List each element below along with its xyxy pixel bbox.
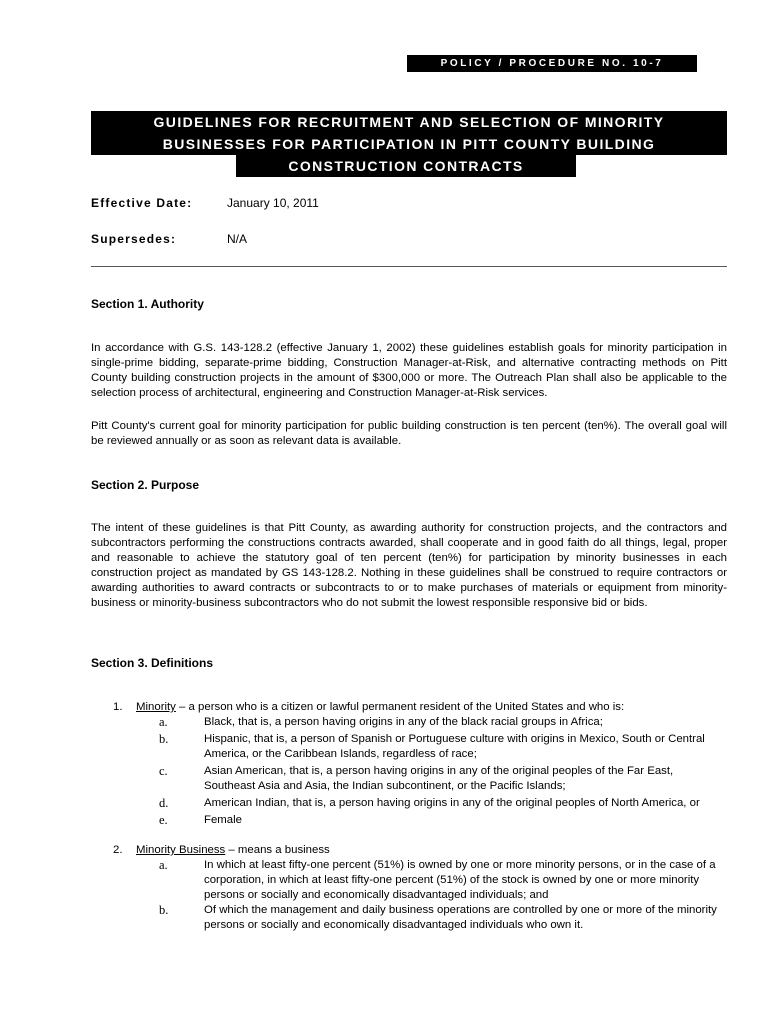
policy-number-banner: POLICY / PROCEDURE NO. 10-7 xyxy=(407,55,697,72)
document-title xyxy=(91,111,727,177)
list-item-letter: a. xyxy=(159,858,168,872)
supersedes-value: N/A xyxy=(227,232,248,246)
definition-number: 2. xyxy=(113,844,123,856)
definition-line xyxy=(136,843,330,858)
section-1-paragraph-2: Pitt County's current goal for minority participation for public building construction is ten percent (ten%). The overall goal will be reviewed annually or as soon as relevant data is available. xyxy=(91,420,727,447)
effective-date-label: Effective Date: xyxy=(91,196,193,210)
list-item-letter: a. xyxy=(159,715,168,729)
definition-number: 1. xyxy=(113,701,123,713)
section-3-heading: Section 3. Definitions xyxy=(91,656,214,670)
list-item-letter: e. xyxy=(159,813,168,827)
effective-date-value: January 10, 2011 xyxy=(227,196,319,210)
definition-text: – a person who is a citizen or lawful permanent resident of the United States and who is: xyxy=(175,701,625,713)
list-item-text: Hispanic, that is, a person of Spanish or Portuguese culture with origins in Mexico, South or Central America, or the Caribbean Islands, regardless of race; xyxy=(204,733,705,760)
section-1-heading: Section 1. Authority xyxy=(91,297,204,311)
divider xyxy=(91,266,727,267)
list-item-text: In which at least fifty-one percent (51%) is owned by one or more minority persons, or in the case of a corporation, in which at least fifty-one percent (51%) of the stock is owned by one or more minority persons or socially and economically disadvantaged individuals; and xyxy=(204,859,716,901)
list-item-text: Asian American, that is, a person having origins in any of the original peoples of the Far East, Southeast Asia and Asia, the Indian subcontinent, or the Pacific Islands; xyxy=(204,765,674,792)
section-2-heading: Section 2. Purpose xyxy=(91,478,200,492)
supersedes-label: Supersedes: xyxy=(91,232,177,246)
definition-term: Minority Business xyxy=(136,844,226,856)
definition-term: Minority xyxy=(136,701,176,713)
definition-line xyxy=(136,700,624,715)
list-item-text: Black, that is, a person having origins in any of the black racial groups in Africa; xyxy=(204,716,603,728)
section-2-paragraph-1: The intent of these guidelines is that Pitt County, as awarding authority for construction projects, and the contractors and subcontractors performing the constructions contracts awarded, shall cooperate and in good faith do all things, legal, proper and reasonable to achieve the statutory goal of ten percent (ten%) for participation by minority businesses in each construction project as mandated by GS 143-128.2. Nothing in these guidelines shall be construed to require contractors or awarding authorities to award contracts or subcontracts to or to make purchases of materials or equipment from minority-business or minority-business subcontractors who do not submit the lowest responsible responsive bid or bids. xyxy=(91,522,727,609)
list-item-letter: d. xyxy=(159,796,169,810)
list-item-text: Female xyxy=(204,814,242,826)
title-line-1: GUIDELINES FOR RECRUITMENT AND SELECTION OF MINORITY xyxy=(91,111,727,133)
list-item-letter: b. xyxy=(159,903,169,917)
title-line-2: BUSINESSES FOR PARTICIPATION IN PITT COUNTY BUILDING xyxy=(91,133,727,155)
title-line-3: CONSTRUCTION CONTRACTS xyxy=(236,155,576,177)
list-item-text: Of which the management and daily business operations are controlled by one or more of the minority persons or socially and economically disadvantaged individuals who own it. xyxy=(204,904,717,931)
section-1-paragraph-1: In accordance with G.S. 143-128.2 (effective January 1, 2002) these guidelines establish goals for minority participation in single-prime bidding, separate-prime bidding, Construction Manager-at-Risk, and alternative contracting methods on Pitt County building construction projects in the amount of $300,000 or more. The Outreach Plan shall also be applicable to the selection process of architectural, engineering and Construction Manager-at-Risk services. xyxy=(91,342,727,399)
definition-text: – means a business xyxy=(225,844,330,856)
list-item-letter: c. xyxy=(159,764,168,778)
list-item-letter: b. xyxy=(159,732,169,746)
list-item-text: American Indian, that is, a person having origins in any of the original peoples of North America, or xyxy=(204,797,700,809)
